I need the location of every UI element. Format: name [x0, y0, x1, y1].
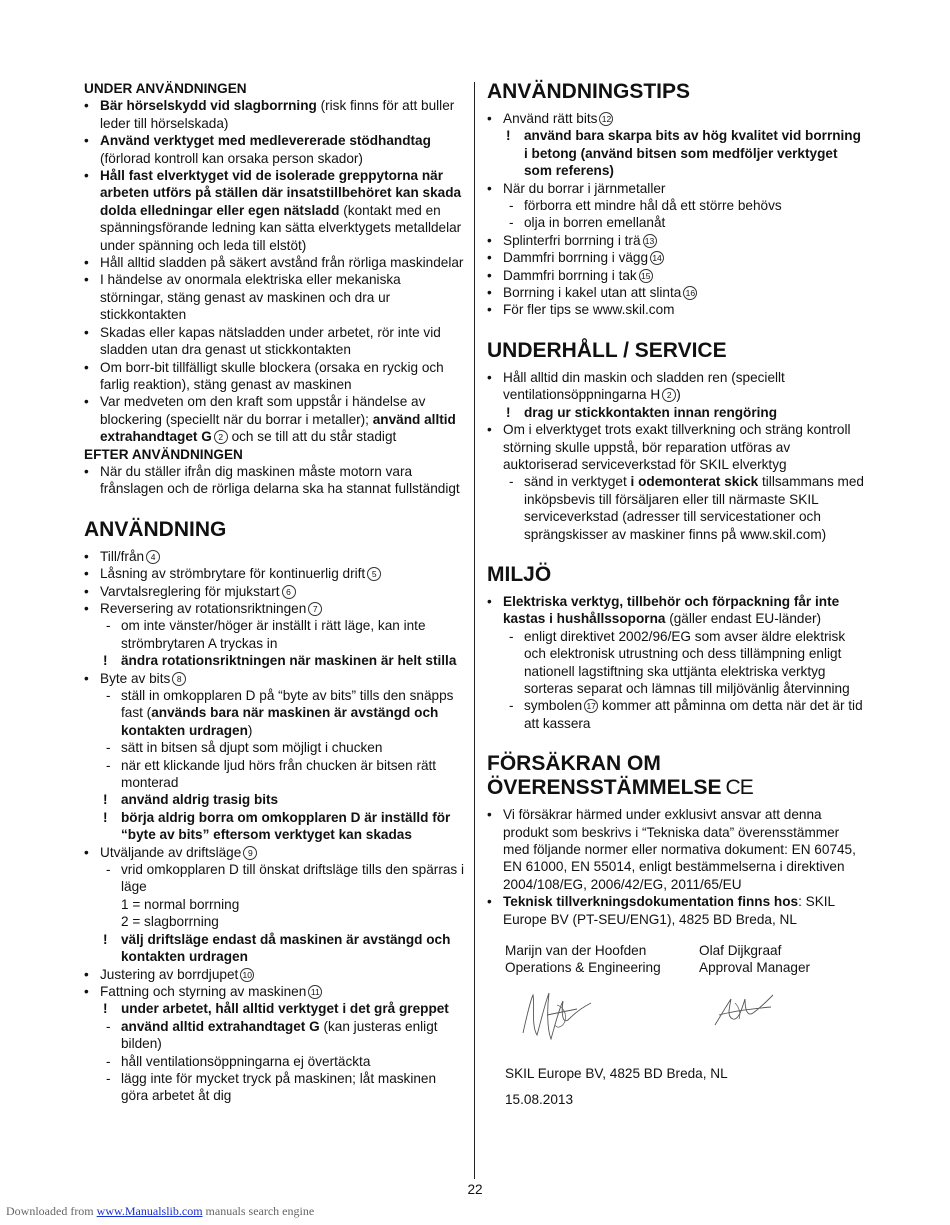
declaration-date: 15.08.2013 — [505, 1092, 574, 1108]
dash-item: - olja in borren emellanåt — [487, 214, 867, 231]
list-item: • Dammfri borrning i vägg 14 — [487, 249, 867, 266]
dash-item: - förborra ett mindre hål då ett större behövs — [487, 197, 867, 214]
service-heading: UNDERHÅLL / SERVICE — [487, 338, 727, 362]
download-footer: Downloaded from www.Manualslib.com manuals search engine — [6, 1204, 315, 1218]
signatures — [487, 977, 867, 1059]
circled-number: 8 — [172, 672, 186, 686]
circled-number: 5 — [367, 567, 381, 581]
circled-number: 13 — [643, 234, 657, 248]
dash-item: - symbolen 17 kommer att påminna om detta när det är tid att kassera — [487, 697, 867, 732]
list-item: • Byte av bits 8 — [84, 670, 464, 687]
during-use-list — [84, 97, 464, 445]
dash-item: - håll ventilationsöppningarna ej övertäckta — [84, 1053, 464, 1070]
list-item: • Vi försäkrar härmed under exklusivt ansvar att denna produkt som beskrivs i “Tekniska data” överensstämmer med följande normer eller normativa dokument: EN 60745, EN 61000, EN 55014, enligt bestämmelserna i direktiven 2004/108/EG, 2006/42/EG, 2011/65/EU — [487, 806, 867, 893]
circled-number: 17 — [584, 699, 598, 713]
circled-number: 7 — [308, 602, 322, 616]
signature-icon — [709, 985, 779, 1035]
mode-option: 2 = slagborrning — [121, 914, 219, 930]
signatory: Marijn van der Hoofden Operations & Engineering — [505, 943, 661, 976]
left-column — [84, 80, 464, 1105]
circled-number: 2 — [662, 388, 676, 402]
list-item: • Till/från 4 — [84, 548, 464, 565]
dash-item: - ställ in omkopplaren D på “byte av bits” tills den snäpps fast (används bara när maskinen är avstängd och kontakten urdragen) — [84, 687, 464, 739]
circled-number: 14 — [650, 251, 664, 265]
warning-item: ! drag ur stickkontakten innan rengöring — [487, 404, 867, 421]
list-item: • Var medveten om den kraft som uppstår i händelse av blockering (speciellt när du borrar i metaller); använd alltid extrahandtaget G 2 och se till att du står stadigt — [84, 393, 464, 445]
usage-heading: ANVÄNDNING — [84, 517, 227, 541]
list-item: • Låsning av strömbrytare för kontinuerlig drift 5 — [84, 565, 464, 582]
service-section — [487, 339, 867, 543]
circled-number: 16 — [683, 286, 697, 300]
circled-number: 6 — [282, 585, 296, 599]
dash-item: - lägg inte för mycket tryck på maskinen; låt maskinen göra arbetet åt dig — [84, 1070, 464, 1105]
usage-section — [84, 518, 464, 1105]
list-item: • Teknisk tillverkningsdokumentation finns hos: SKIL Europe BV (PT-SEU/ENG1), 4825 BD Breda, NL — [487, 893, 867, 928]
list-item: • Utväljande av driftsläge 9 — [84, 844, 464, 861]
circled-number: 9 — [243, 846, 257, 860]
environment-heading: MILJÖ — [487, 562, 552, 586]
list-item: • Håll fast elverktyget vid de isolerade greppytorna när arbeten utförs på ställen där insatstillbehöret kan skada dolda elledningar eller egen nätsladd (kontakt med en spänningsförande ledning kan sätta elverktygets metalldelar under spänning och leda till elstöt) — [84, 167, 464, 254]
list-item: • Om i elverktyget trots exakt tillverkning och sträng kontroll störning skulle uppstå, bör reparation utföras av auktoriserad serviceverkstad för SKIL elverktyg — [487, 421, 867, 473]
list-item: • Varvtalsreglering för mjukstart 6 — [84, 583, 464, 600]
column-divider — [474, 82, 475, 1179]
list-item: • Skadas eller kapas nätsladden under arbetet, rör inte vid sladden utan dra genast ut stickkontakten — [84, 324, 464, 359]
list-item: • I händelse av onormala elektriska eller mekaniska störningar, stäng genast av maskinen och dra ur stickkontakten — [84, 271, 464, 323]
dash-item: - vrid omkopplaren D till önskat driftsläge tills den spärras i läge — [84, 861, 464, 896]
list-item: • Borrning i kakel utan att slinta 16 — [487, 284, 867, 301]
signatory: Olaf Dijkgraaf Approval Manager — [699, 943, 811, 976]
list-item: • Elektriska verktyg, tillbehör och förpackning får inte kastas i hushållssoporna (gäller endast EU-länder) — [487, 593, 867, 628]
list-item: • Fattning och styrning av maskinen 11 — [84, 983, 464, 1000]
signature-icon — [517, 985, 597, 1045]
list-item: • Reversering av rotationsriktningen 7 — [84, 600, 464, 617]
list-item: • Justering av borrdjupet 10 — [84, 966, 464, 983]
dash-item: - enligt direktivet 2002/96/EG som avser äldre elektrisk och elektronisk utrustning och dess tillämpning enligt nationell lagstiftning ska uttjänta elektriska verktyg sorteras separat och lämnas till miljövänlig återvinning — [487, 628, 867, 698]
list-item: • När du ställer ifrån dig maskinen måste motorn vara frånslagen och de rörliga delarna ska ha stannat fullständigt — [84, 463, 464, 498]
list-item: • Håll alltid din maskin och sladden ren (speciellt ventilationsöppningarna H 2 ) — [487, 369, 867, 404]
tips-section — [487, 80, 867, 319]
warning-item: ! använd bara skarpa bits av hög kvalitet vid borrning i betong (använd bitsen som medföljer verktyget som referens) — [487, 127, 867, 179]
circled-number: 2 — [214, 430, 228, 444]
list-item: • Om borr-bit tillfälligt skulle blockera (orsaka en ryckig och farlig reaktion), stäng genast av maskinen — [84, 359, 464, 394]
dash-item: - använd alltid extrahandtaget G (kan justeras enligt bilden) — [84, 1018, 464, 1053]
list-item: • När du borrar i järnmetaller — [487, 180, 867, 197]
warning-item: ! ändra rotationsriktningen när maskinen är helt stilla — [84, 652, 464, 669]
conformity-section — [487, 752, 867, 1108]
list-item: • För fler tips se www.skil.com — [487, 301, 867, 318]
circled-number: 11 — [308, 985, 322, 999]
circled-number: 4 — [146, 550, 160, 564]
circled-number: 12 — [599, 112, 613, 126]
conformity-heading: FÖRSÄKRAN OM ÖVERENSSTÄMMELSE CE — [487, 752, 753, 800]
dash-item: - sänd in verktyget i odemonterat skick tillsammans med inköpsbevis till försäljaren eller till närmaste SKIL serviceverkstad (adresser till servicestationer och sprängskisser av maskiner finns på www.skil.com) — [487, 473, 867, 543]
during-use-heading: UNDER ANVÄNDNINGEN — [84, 81, 247, 96]
warning-item: ! börja aldrig borra om omkopplaren D är inställd för “byte av bits” eftersom verktyget kan skadas — [84, 809, 464, 844]
list-item: • Dammfri borrning i tak 15 — [487, 267, 867, 284]
tips-heading: ANVÄNDNINGSTIPS — [487, 80, 691, 103]
mode-option: 1 = normal borrning — [121, 896, 240, 912]
circled-number: 15 — [639, 269, 653, 283]
dash-item: - när ett klickande ljud hörs från chucken är bitsen rätt monterad — [84, 757, 464, 792]
after-use-heading: EFTER ANVÄNDNINGEN — [84, 446, 243, 462]
warning-item: ! under arbetet, håll alltid verktyget i det grå greppet — [84, 1000, 464, 1017]
list-item: • Bär hörselskydd vid slagborrning (risk finns för att buller leder till hörselskada) — [84, 97, 464, 132]
dash-item: - om inte vänster/höger är inställt i rätt läge, kan inte strömbrytaren A tryckas in — [84, 617, 464, 652]
manualslib-link[interactable]: www.Manualslib.com — [96, 1204, 203, 1218]
warning-item: ! använd aldrig trasig bits — [84, 791, 464, 808]
list-item: • Splinterfri borrning i trä 13 — [487, 232, 867, 249]
company-address: SKIL Europe BV, 4825 BD Breda, NL — [505, 1065, 728, 1081]
page-number: 22 — [467, 1182, 483, 1197]
signatories — [487, 942, 867, 977]
circled-number: 10 — [240, 968, 254, 982]
right-column — [487, 80, 867, 1109]
list-item: • Använd verktyget med medlevererade stödhandtag (förlorad kontroll kan orsaka person skador) — [84, 132, 464, 167]
warning-item: ! välj driftsläge endast då maskinen är avstängd och kontakten urdragen — [84, 931, 464, 966]
ce-mark-icon: CE — [725, 776, 753, 800]
list-item: • Använd rätt bits 12 — [487, 110, 867, 127]
dash-item: - sätt in bitsen så djupt som möjligt i chucken — [84, 739, 464, 756]
list-item: • Håll alltid sladden på säkert avstånd från rörliga maskindelar — [84, 254, 464, 271]
environment-section — [487, 563, 867, 732]
